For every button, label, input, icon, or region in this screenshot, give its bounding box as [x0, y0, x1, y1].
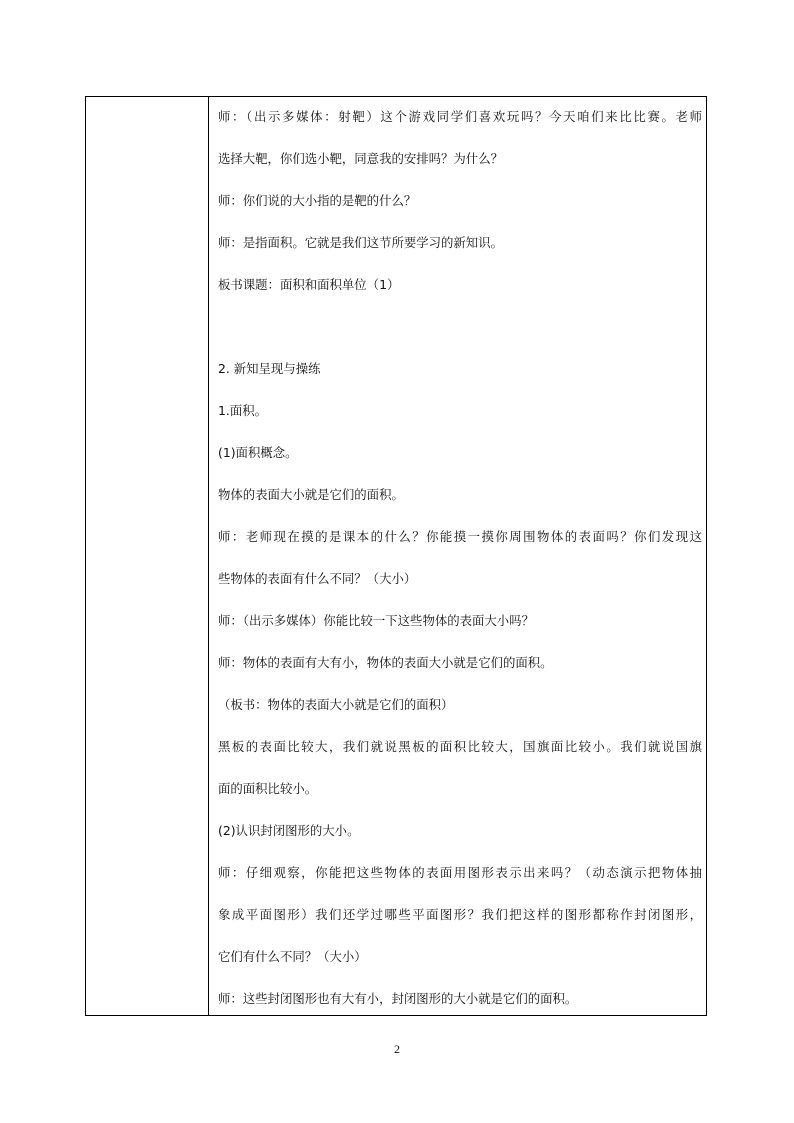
lesson-line: 师：这些封闭图形也有大有小，封闭图形的大小就是它们的面积。 [218, 991, 578, 1006]
lesson-line: 黑板的表面比较大，我们就说黑板的面积比较大，国旗面比较小。我们就说国旗 [218, 739, 702, 754]
lesson-line: 它们有什么不同？（大小） [218, 949, 367, 964]
lesson-line: 选择大靶，你们选小靶，同意我的安排吗？为什么？ [218, 151, 503, 166]
lesson-line: 师：（出示多媒体：射靶）这个游戏同学们喜欢玩吗？今天咱们来比比赛。老师 [218, 109, 702, 124]
lesson-line: 象成平面图形）我们还学过哪些平面图形？我们把这样的图形都称作封闭图形， [218, 907, 702, 922]
lesson-line: 师：老师现在摸的是课本的什么？你能摸一摸你周围物体的表面吗？你们发现这 [218, 529, 702, 544]
lesson-line: 板书课题：面积和面积单位（1） [218, 277, 400, 292]
lesson-line: （板书：物体的表面大小就是它们的面积） [218, 697, 454, 712]
lesson-line: 面的面积比较小。 [218, 781, 318, 796]
lesson-line: 师：你们说的大小指的是靶的什么？ [218, 193, 417, 208]
left-column-cell [86, 97, 209, 1015]
lesson-table [85, 96, 707, 1016]
lesson-line: 些物体的表面有什么不同？（大小） [218, 571, 417, 586]
lesson-line: 1.面积。 [218, 403, 267, 418]
lesson-line: (1)面积概念。 [218, 445, 298, 460]
page-number: 2 [394, 1042, 400, 1056]
lesson-line: 物体的表面大小就是它们的面积。 [218, 487, 404, 502]
lesson-line: (2)认识封闭图形的大小。 [218, 823, 360, 838]
section-heading: 2. 新知呈现与操练 [218, 361, 321, 376]
lesson-line: 师：仔细观察，你能把这些物体的表面用图形表示出来吗？（动态演示把物体抽 [218, 865, 702, 880]
lesson-line: 师：（出示多媒体）你能比较一下这些物体的表面大小吗？ [218, 613, 534, 628]
lesson-line: 师：物体的表面有大有小，物体的表面大小就是它们的面积。 [218, 655, 553, 670]
content-cell [209, 97, 706, 1015]
lesson-line: 师：是指面积。它就是我们这节所要学习的新知识。 [218, 235, 503, 250]
